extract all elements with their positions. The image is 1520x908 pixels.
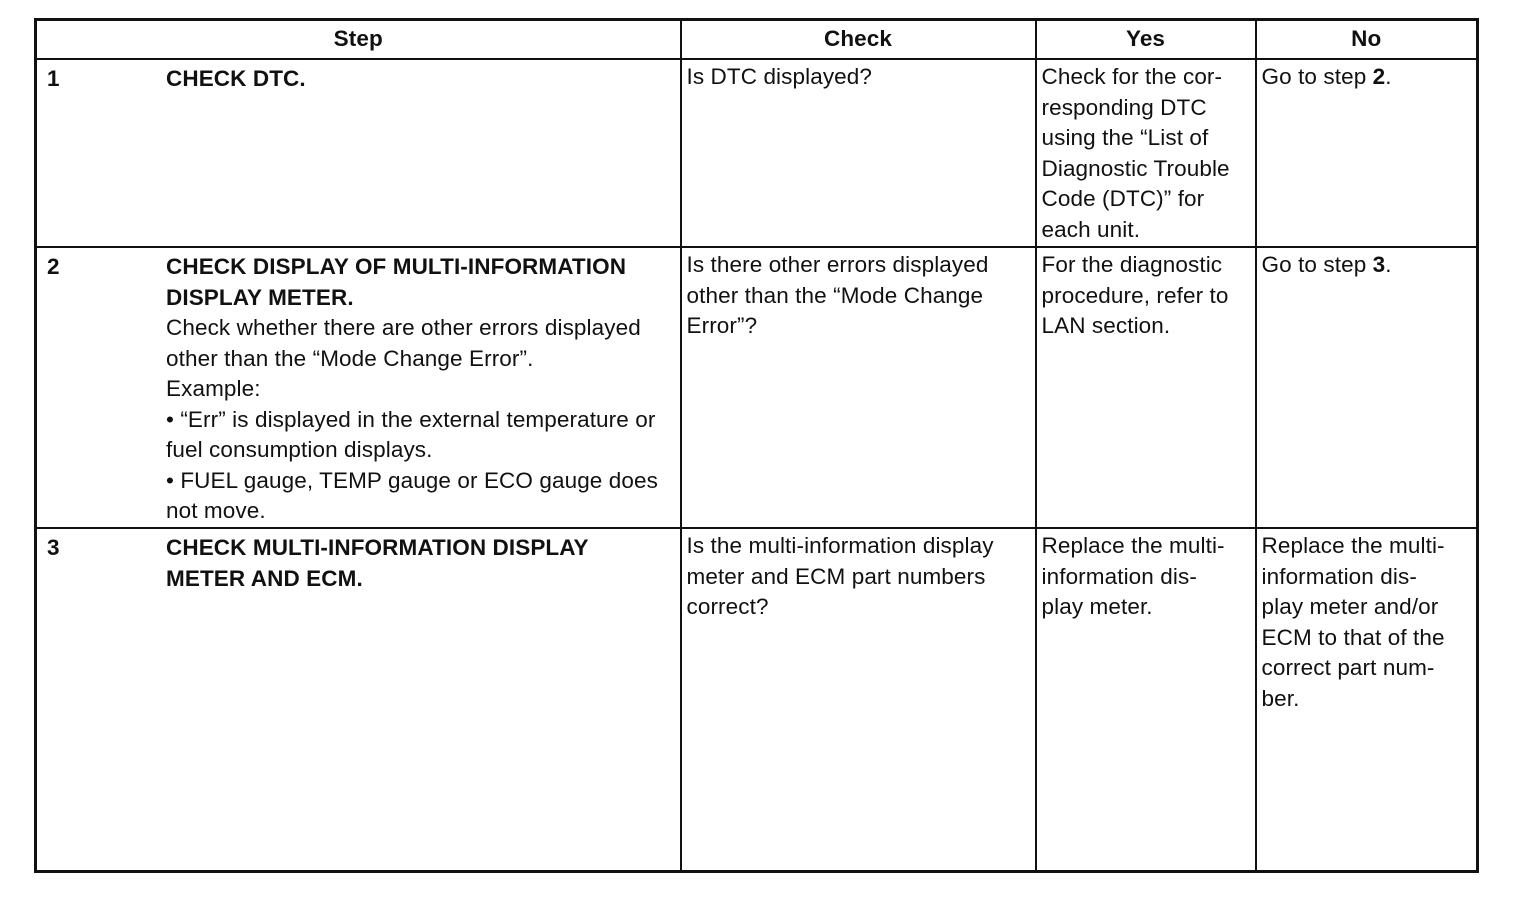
step-title: CHECK DISPLAY OF MULTI-INFORMATION DISPLAY METER. [166, 254, 627, 310]
yes-line: Code (DTC)” for [1041, 186, 1205, 211]
step-cell [36, 247, 681, 528]
header-step: Step [36, 20, 681, 60]
step-number: 3 [47, 535, 60, 560]
yes-line: information dis- [1041, 563, 1197, 589]
step-reference: 3 [1372, 252, 1386, 277]
yes-cell [1036, 59, 1256, 247]
step-title: CHECK DTC. [166, 66, 306, 91]
yes-line: procedure, refer to [1041, 282, 1229, 308]
no-suffix: . [1385, 64, 1392, 89]
yes-line: play meter. [1041, 594, 1153, 619]
no-line: Replace the multi- [1261, 533, 1445, 558]
yes-line: LAN section. [1041, 313, 1171, 338]
yes-line: Diagnostic Trouble [1041, 155, 1230, 181]
diagnostic-table [34, 18, 1479, 873]
check-cell: Is the multi-information display meter and ECM part numbers correct? [681, 528, 1036, 872]
yes-line: responding DTC [1041, 94, 1207, 120]
step-detail: Check whether there are other errors displayed other than the “Mode Change Error”. [166, 315, 641, 371]
no-cell [1256, 247, 1478, 528]
yes-line: Check for the cor- [1041, 64, 1223, 89]
check-cell: Is DTC displayed? [681, 59, 1036, 247]
step-number: 2 [47, 254, 60, 279]
no-line: information dis- [1261, 563, 1417, 589]
step-cell [36, 59, 681, 247]
bullet-item: • “Err” is displayed in the external temperature or fuel consumption displays. [166, 406, 656, 462]
table-row [36, 247, 1478, 528]
header-check: Check [681, 20, 1036, 60]
no-cell [1256, 528, 1478, 872]
no-suffix: . [1385, 252, 1392, 277]
step-example-label: Example: [166, 376, 261, 401]
check-cell: Is there other errors displayed other than the “Mode Change Error”? [681, 247, 1036, 528]
step-reference: 2 [1372, 64, 1386, 89]
no-line: play meter and/or [1261, 594, 1439, 619]
step-cell [36, 528, 681, 872]
yes-line: each unit. [1041, 216, 1141, 242]
yes-line: Replace the multi- [1041, 533, 1225, 558]
table-row [36, 59, 1478, 247]
no-text: Go to step [1261, 64, 1373, 89]
yes-cell [1036, 247, 1256, 528]
header-row [36, 20, 1478, 60]
header-no: No [1256, 20, 1478, 60]
no-text: Go to step [1261, 252, 1373, 277]
table-row [36, 528, 1478, 872]
yes-line: For the diagnostic [1041, 252, 1223, 277]
bullet-item: • FUEL gauge, TEMP gauge or ECO gauge does not move. [166, 467, 658, 523]
no-line: ECM to that of the [1261, 624, 1445, 650]
step-title: CHECK MULTI-INFORMATION DISPLAY METER AND ECM. [166, 535, 589, 591]
step-number: 1 [47, 66, 60, 91]
no-line: ber. [1261, 685, 1300, 711]
no-line: correct part num- [1261, 655, 1435, 680]
no-cell [1256, 59, 1478, 247]
yes-cell [1036, 528, 1256, 872]
header-yes: Yes [1036, 20, 1256, 60]
yes-line: using the “List of [1041, 125, 1209, 150]
